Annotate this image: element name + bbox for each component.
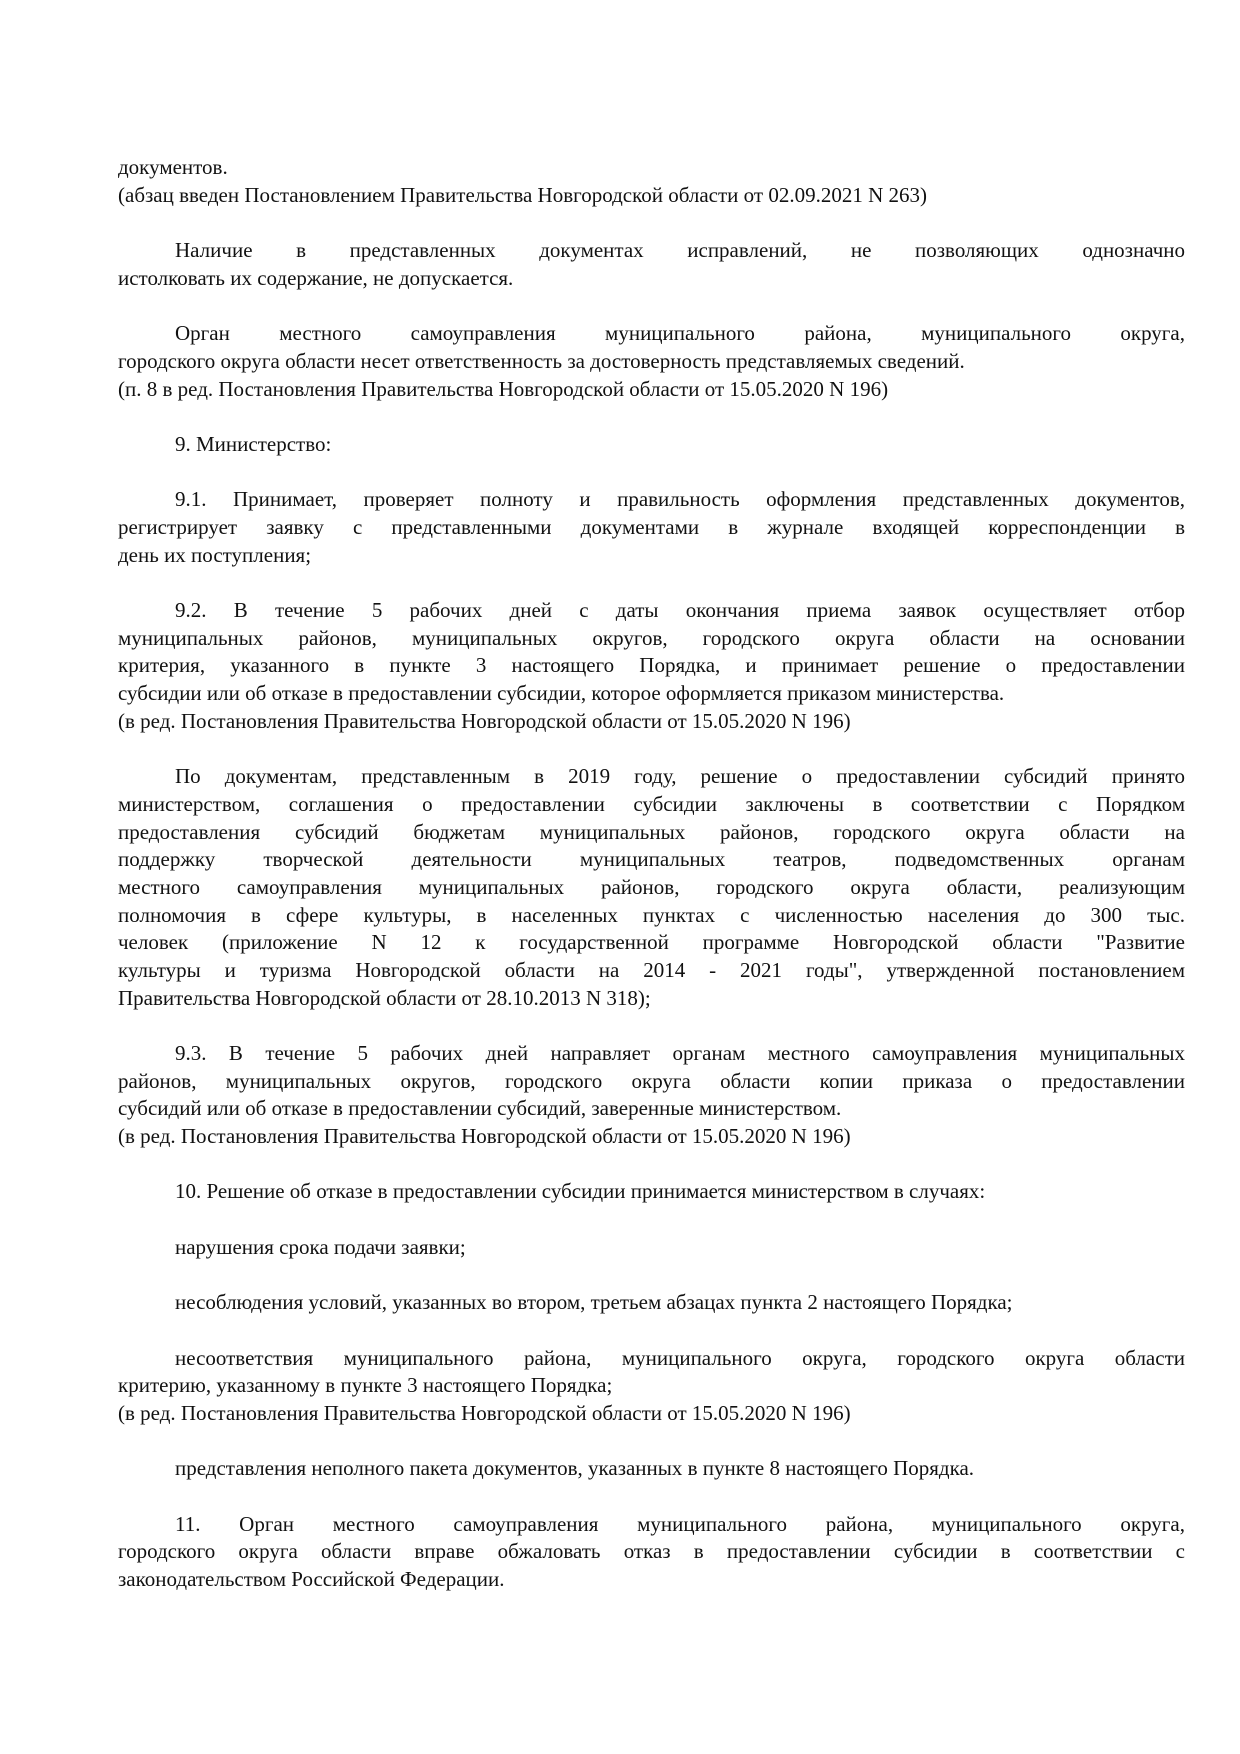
paragraph-line: культуры и туризма Новгородской области на 2014 - 2021 годы", утвержденной постановлением: [118, 957, 1185, 982]
paragraph: [118, 1040, 1185, 1151]
paragraph: [118, 1345, 1185, 1428]
paragraph-line: министерством, соглашения о предоставлении субсидии заключены в соответствии с Порядком: [118, 791, 1185, 816]
paragraph: [118, 1455, 1185, 1483]
paragraph: [118, 320, 1185, 403]
paragraph-line: регистрирует заявку с представленными документами в журнале входящей корреспонденции в: [118, 514, 1185, 539]
paragraph-line: критерию, указанному в пункте 3 настоящего Порядка;: [118, 1373, 613, 1398]
paragraph: [118, 1511, 1185, 1594]
paragraph-line: полномочия в сфере культуры, в населенных пунктах с численностью населения до 300 тыс.: [118, 902, 1185, 927]
paragraph-line: 10. Решение об отказе в предоставлении субсидии принимается министерством в случаях:: [175, 1179, 986, 1204]
amendment-note: (в ред. Постановления Правительства Новгородской области от 15.05.2020 N 196): [118, 1400, 851, 1425]
paragraph-line: критерия, указанного в пункте 3 настоящего Порядка, и принимает решение о предоставлении: [118, 653, 1185, 678]
paragraph-line: несоблюдения условий, указанных во втором, третьем абзацах пункта 2 настоящего Порядка;: [175, 1290, 1013, 1315]
paragraph-line: муниципальных районов, муниципальных округов, городского округа области на основании: [118, 625, 1185, 650]
paragraph: [118, 1178, 1185, 1206]
paragraph-line: законодательством Российской Федерации.: [118, 1567, 505, 1592]
paragraph: [118, 597, 1185, 735]
paragraph-line: 9.1. Принимает, проверяет полноту и правильность оформления представленных документов,: [175, 487, 1185, 512]
paragraph-line: местного самоуправления муниципальных районов, городского округа области, реализующим: [118, 874, 1185, 899]
paragraph-line: субсидии или об отказе в предоставлении субсидии, которое оформляется приказом министерства.: [118, 681, 1005, 706]
paragraph-line: предоставления субсидий бюджетам муниципальных районов, городского округа области на: [118, 819, 1185, 844]
paragraph-line: 9.2. В течение 5 рабочих дней с даты окончания приема заявок осуществляет отбор: [175, 598, 1185, 622]
paragraph-line: 11. Орган местного самоуправления муниципального района, муниципального округа,: [175, 1511, 1185, 1536]
paragraph: [118, 431, 1185, 459]
paragraph-line: поддержку творческой деятельности муниципальных театров, подведомственных органам: [118, 847, 1185, 872]
paragraph-line: районов, муниципальных округов, городского округа области копии приказа о предоставлении: [118, 1068, 1185, 1093]
paragraph: [118, 237, 1185, 292]
amendment-note: (абзац введен Постановлением Правительства Новгородской области от 02.09.2021 N 263): [118, 182, 927, 207]
paragraph-line: Наличие в представленных документах исправлений, не позволяющих однозначно: [175, 238, 1185, 263]
paragraph-line: нарушения срока подачи заявки;: [175, 1234, 466, 1259]
paragraph-line: день их поступления;: [118, 542, 312, 567]
paragraph: [118, 486, 1185, 569]
paragraph: [118, 1234, 1185, 1262]
paragraph-line: городского округа области вправе обжаловать отказ в предоставлении субсидии в соответствии с: [118, 1539, 1185, 1564]
paragraph-line: Правительства Новгородской области от 28.10.2013 N 318);: [118, 985, 651, 1010]
amendment-note: (в ред. Постановления Правительства Новгородской области от 15.05.2020 N 196): [118, 1124, 851, 1149]
paragraph-line: документов.: [118, 155, 228, 179]
paragraph-line: 9.3. В течение 5 рабочих дней направляет органам местного самоуправления муниципальных: [175, 1041, 1185, 1065]
paragraph-line: человек (приложение N 12 к государственной программе Новгородской области "Развитие: [118, 930, 1185, 955]
paragraph: [118, 154, 1185, 209]
amendment-note: (п. 8 в ред. Постановления Правительства Новгородской области от 15.05.2020 N 196): [118, 376, 889, 401]
paragraph: [118, 1289, 1185, 1317]
paragraph-line: Орган местного самоуправления муниципального района, муниципального округа,: [175, 321, 1185, 346]
paragraph-line: несоответствия муниципального района, муниципального округа, городского округа области: [175, 1345, 1185, 1370]
paragraph-line: По документам, представленным в 2019 году, решение о предоставлении субсидий принято: [175, 764, 1185, 789]
amendment-note: (в ред. Постановления Правительства Новгородской области от 15.05.2020 N 196): [118, 708, 851, 733]
paragraph-line: городского округа области несет ответственность за достоверность представляемых сведений.: [118, 348, 965, 373]
paragraph: [118, 763, 1185, 1012]
paragraph-line: 9. Министерство:: [175, 431, 332, 456]
paragraph-line: субсидий или об отказе в предоставлении субсидий, заверенные министерством.: [118, 1096, 842, 1121]
paragraph-line: представления неполного пакета документов, указанных в пункте 8 настоящего Порядка.: [175, 1456, 975, 1481]
document-page: [118, 154, 1185, 1621]
paragraph-line: истолковать их содержание, не допускается.: [118, 265, 514, 290]
